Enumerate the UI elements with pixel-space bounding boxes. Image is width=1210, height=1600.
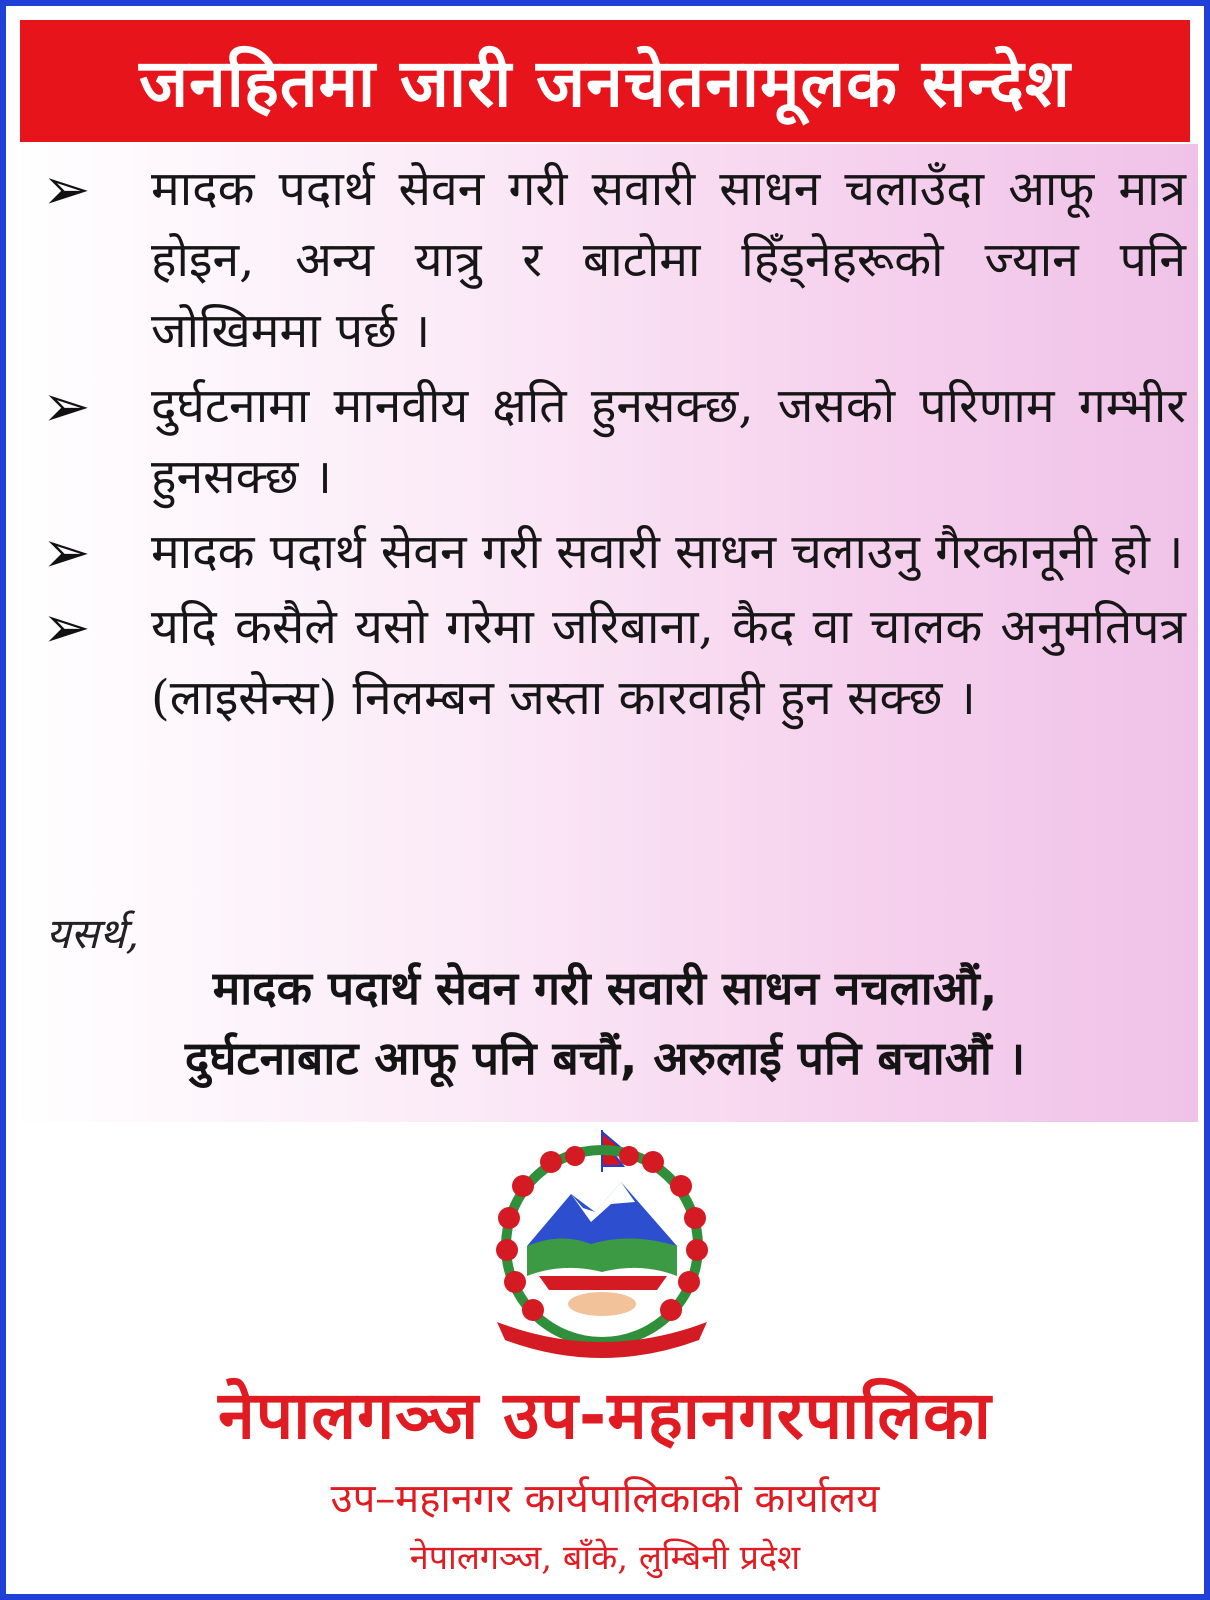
arrow-bullet-icon: ➢ [42, 372, 91, 440]
arrow-bullet-icon: ➢ [42, 593, 91, 661]
office-name: उप–महानगर कार्यपालिकाको कार्यालय [330, 1476, 880, 1522]
arrow-bullet-icon: ➢ [42, 518, 91, 586]
bullet-text: दुर्घटनामा मानवीय क्षति हुनसक्छ, जसको परिणाम गम्भीर हुनसक्छ । [151, 378, 1186, 505]
list-item [36, 517, 1186, 588]
list-item [36, 592, 1186, 734]
bullet-text: मादक पदार्थ सेवन गरी सवारी साधन चलाउँदा आफू मात्र होइन, अन्य यात्रु र बाटोमा हिँड्नेहरूको ज्यान पनि जोखिममा पर्छ । [151, 161, 1186, 359]
slogan-line-1: मादक पदार्थ सेवन गरी सवारी साधन नचलाऔं, [212, 961, 998, 1015]
page-title: जनहितमा जारी जनचेतनामूलक सन्देश [20, 20, 1190, 142]
nepal-coat-of-arms-icon [471, 1126, 733, 1366]
office-address: नेपालगञ्ज, बाँके, लुम्बिनी प्रदेश [409, 1538, 801, 1578]
list-item [36, 371, 1186, 513]
organization-name: नेपालगञ्ज उप-महानगरपालिका [218, 1377, 992, 1454]
bullet-text: यदि कसैले यसो गरेमा जरिबाना, कैद वा चालक अनुमतिपत्र (लाइसेन्स) निलम्बन जस्ता कारवाही हुन सक्छ । [151, 599, 1186, 726]
conclusion-lead: यसर्थ, [46, 909, 139, 958]
slogan-line-2: दुर्घटनाबाट आफू पनि बचौं, अरुलाई पनि बचाऔं । [184, 1031, 1026, 1085]
list-item [36, 154, 1186, 367]
bullet-list [36, 154, 1186, 738]
bullet-text: मादक पदार्थ सेवन गरी सवारी साधन चलाउनु गैरकानूनी हो । [151, 524, 1184, 580]
arrow-bullet-icon: ➢ [42, 155, 91, 223]
